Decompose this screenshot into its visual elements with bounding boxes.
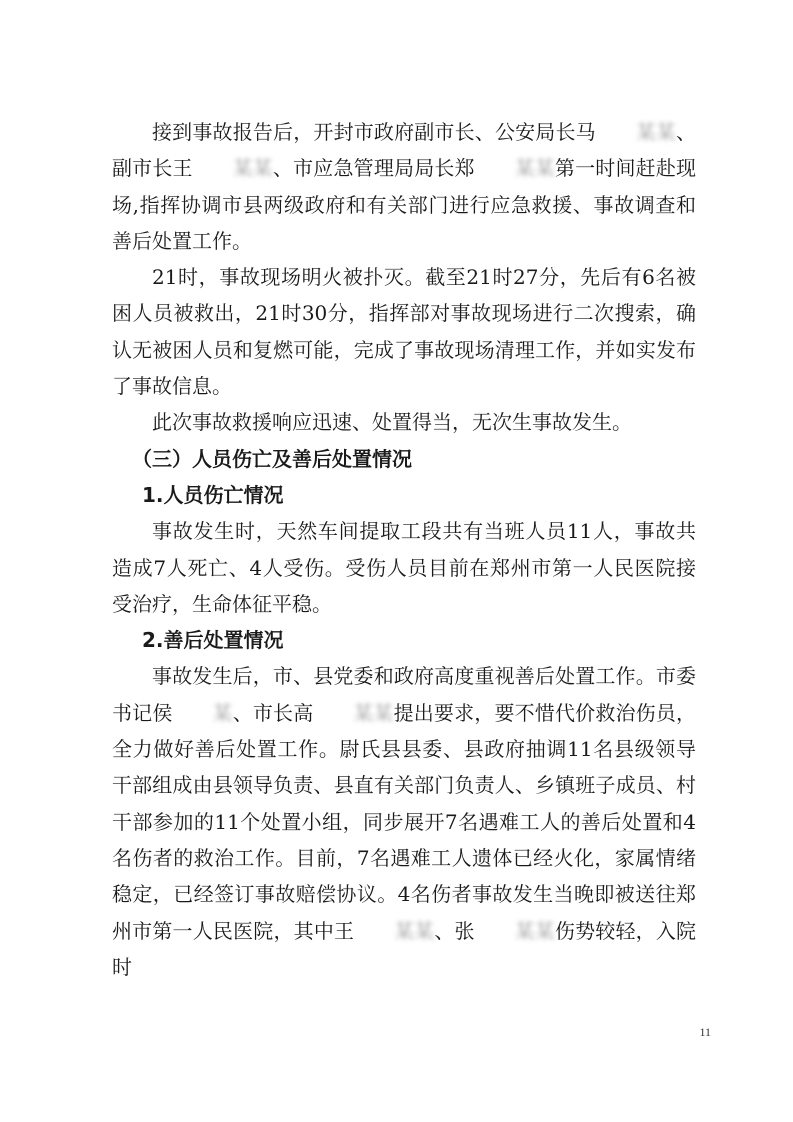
body-text [112, 114, 696, 985]
text-segment: 21时，事故现场明火被扑灭。截至21时27分，先后有6名被困人员被救出，21时30分，指挥部对事故现场进行二次搜索，确认无被困人员和复燃可能，完成了事故现场清理工作，并如实发布了事故信息。 [112, 265, 696, 399]
paragraph-fire-out [112, 259, 696, 404]
paragraph-casualties: 事故发生时，天然车间提取工段共有当班人员11人，事故共造成7人死亡、4人受伤。受伤人员目前在郑州市第一人民医院接受治疗，生命体征平稳。 [112, 519, 696, 616]
text-segment: 事故发生后，市、县党委和政府高度重视善后处置工作。市委书记侯 [112, 664, 696, 725]
redacted-name: 某 [212, 700, 233, 725]
redacted-name: 某某 [232, 156, 273, 181]
text-segment: 此次事故救援响应迅速、处置得当，无次生事故发生。 [152, 410, 632, 435]
text-segment: 、市应急管理局局长郑 [272, 156, 475, 181]
paragraph-summary [112, 404, 696, 440]
redacted-name: 某某 [394, 918, 435, 943]
paragraph-report [112, 114, 696, 259]
page-number: 11 [699, 1025, 711, 1039]
text-segment: 、张 [434, 918, 475, 943]
redacted-name: 某某 [635, 120, 676, 144]
paragraph-aftermath [112, 658, 696, 985]
subheading-aftermath: 2.善后处置情况 [142, 628, 284, 653]
text-segment: 、市长高 [232, 700, 314, 725]
text-segment: 提出要求，要不惜代价救治伤员，全力做好善后处置工作。尉氏县县委、县政府抽调11名县级领导干部组成由县领导负责、县直有关部门负责人、乡镇班子成员、村干部参加的11个处置小组，同步展开7名遇难工人的善后处置和4名伤者的救治工作。目前，7名遇难工人遗体已经火化，家属情绪稳定，已经签订事故赔偿协议。4名伤者事故发生当晚即被送往郑州市第一人民医院，其中王 [112, 700, 697, 943]
redacted-name: 某某 [514, 156, 555, 181]
text-segment: 、副市长王 [112, 120, 697, 181]
redacted-name: 某某 [514, 918, 555, 943]
text-segment: 第一时间赶赴现场,指挥协调市县两级政府和有关部门进行应急救援、事故调查和善后处置工作。 [112, 156, 697, 253]
redacted-name: 某某 [353, 700, 394, 725]
text-segment: 接到事故报告后，开封市政府副市长、公安局长马 [152, 120, 596, 144]
text-segment: 伤势较轻，入院时 [112, 918, 697, 979]
section-heading: （三）人员伤亡及善后处置情况 [132, 446, 412, 471]
subheading-casualties: 1.人员伤亡情况 [142, 482, 284, 507]
